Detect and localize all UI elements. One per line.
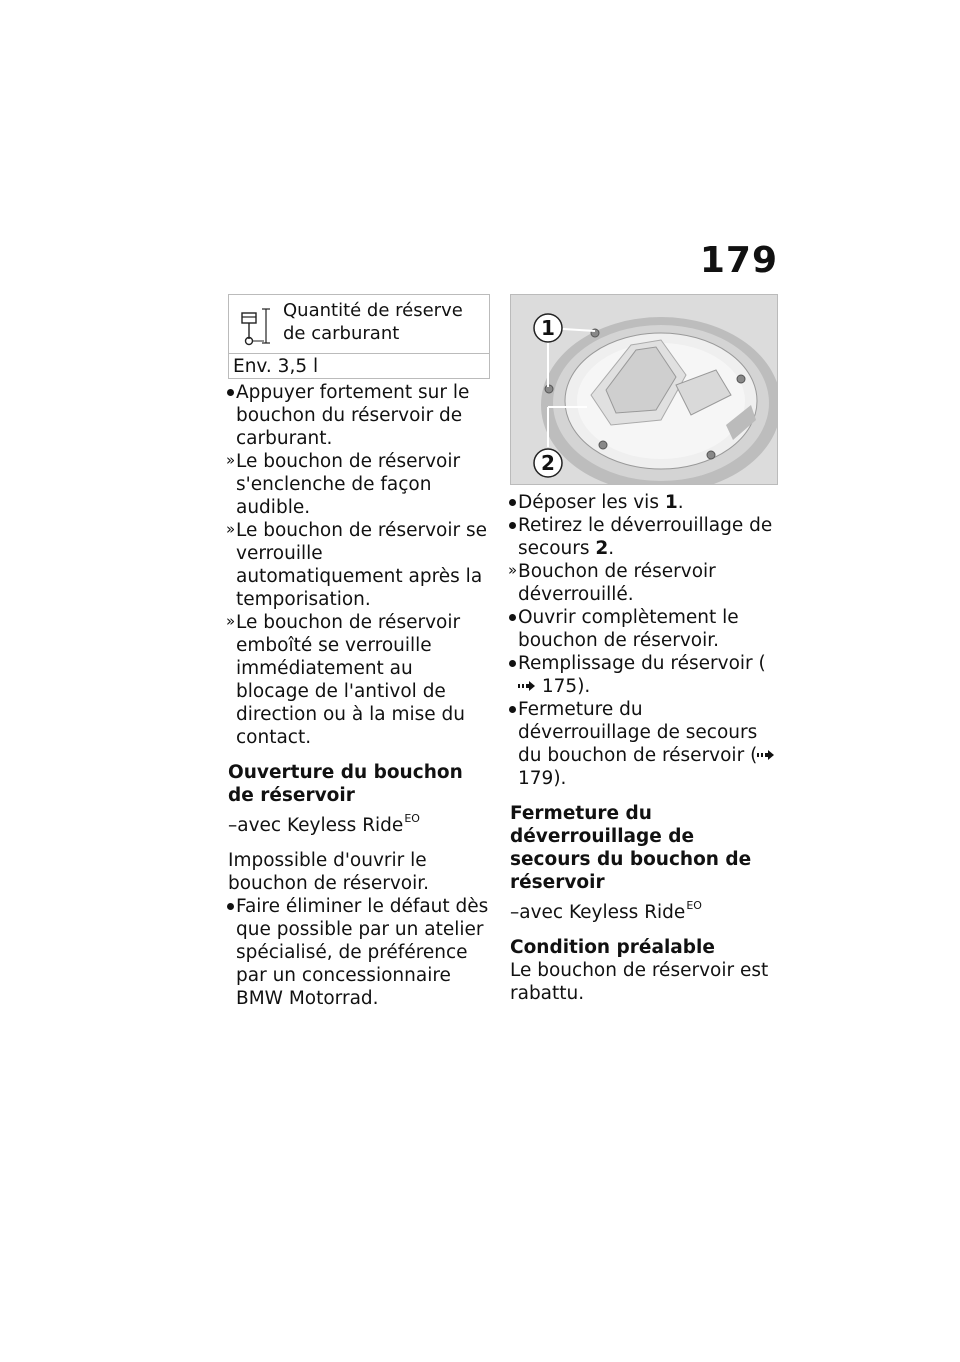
page-ref-arrow-icon — [518, 680, 536, 692]
spec-label: Quantité de réserve de carburant — [283, 300, 463, 344]
subtitle-text: –avec Keyless Ride — [510, 902, 686, 923]
callout-1: 1 — [541, 316, 555, 340]
step-text-part: Remplissage du réservoir ( — [518, 653, 766, 674]
result-cap-locks-immediately — [228, 611, 490, 749]
step-text-end: ). — [553, 768, 567, 789]
spec-value: Env. 3,5 l — [229, 353, 489, 378]
result-text: » Bouchon de réservoir déverrouillé. — [518, 561, 716, 605]
step-text-end: ). — [577, 676, 591, 697]
step-remove-screws — [510, 491, 780, 514]
right-column — [510, 294, 780, 1005]
step-refuel — [510, 652, 780, 698]
condition-heading: Condition préalable — [510, 937, 715, 958]
step-text — [518, 491, 780, 514]
section-heading-opening: Ouverture du bouchon de réservoir — [228, 762, 463, 806]
step-text-end: . — [677, 492, 684, 513]
result-cap-unlocked — [510, 560, 780, 606]
page-ref-arrow-icon — [757, 749, 775, 761]
callout-ref-1: 1 — [664, 492, 678, 513]
section-heading-closing: Fermeture du déverrouillage de secours du bouchon de réservoir — [510, 803, 752, 893]
step-close-emergency-release — [510, 698, 780, 790]
page-number: 179 — [699, 240, 778, 281]
step-text-part: Fermeture du déverrouillage de secours du bouchon de réservoir ( — [518, 699, 758, 766]
fuel-cap-figure — [510, 294, 778, 485]
result-text: » Le bouchon de réservoir s'enclenche de façon audible. — [236, 451, 461, 518]
result-cap-clicks — [228, 450, 490, 519]
result-text: » Le bouchon de réservoir emboîté se verrouille immédiatement au blocage de l'antivol de direction ou à la mise du contact. — [236, 612, 465, 748]
fuel-gauge-icon — [237, 305, 271, 347]
step-text: Ouvrir complètement le bouchon de réservoir. — [518, 607, 739, 651]
section-subtitle-keyless — [510, 894, 780, 924]
result-text: » Le bouchon de réservoir se verrouille automatiquement après la temporisation. — [236, 520, 487, 610]
subtitle-text: –avec Keyless Ride — [228, 815, 404, 836]
callout-ref-2: 2 — [595, 538, 609, 559]
step-open-cap — [510, 606, 780, 652]
page-ref-179[interactable]: 179 — [518, 768, 554, 789]
result-cap-locks-auto — [228, 519, 490, 611]
callout-2: 2 — [541, 451, 555, 475]
condition-text: Le bouchon de réservoir est rabattu. — [510, 960, 769, 1004]
paragraph-cannot-open: Impossible d'ouvrir le bouchon de réservoir. — [228, 850, 430, 894]
left-column — [228, 294, 490, 1010]
step-text: Faire éliminer le défaut dès que possible par un atelier spécialisé, de préférence par un concessionnaire BMW Motorrad. — [236, 896, 489, 1009]
step-text — [518, 652, 780, 698]
option-marker: EO — [404, 812, 420, 825]
step-text-part: Déposer les vis — [518, 492, 665, 513]
step-text — [518, 514, 780, 560]
step-text — [518, 698, 780, 790]
step-press-cap — [228, 381, 490, 450]
step-workshop — [228, 895, 490, 1010]
spec-header — [229, 295, 489, 353]
option-marker: EO — [686, 899, 702, 912]
step-text-end: . — [608, 538, 615, 559]
step-text: Appuyer fortement sur le bouchon du réservoir de carburant. — [236, 382, 470, 449]
fuel-cap-illustration — [511, 295, 778, 485]
section-subtitle-keyless — [228, 807, 490, 837]
step-text-part: Retirez le déverrouillage de secours — [518, 515, 773, 559]
step-remove-emergency-release — [510, 514, 780, 560]
spec-table — [228, 294, 490, 379]
page-ref-175[interactable]: 175 — [541, 676, 578, 697]
